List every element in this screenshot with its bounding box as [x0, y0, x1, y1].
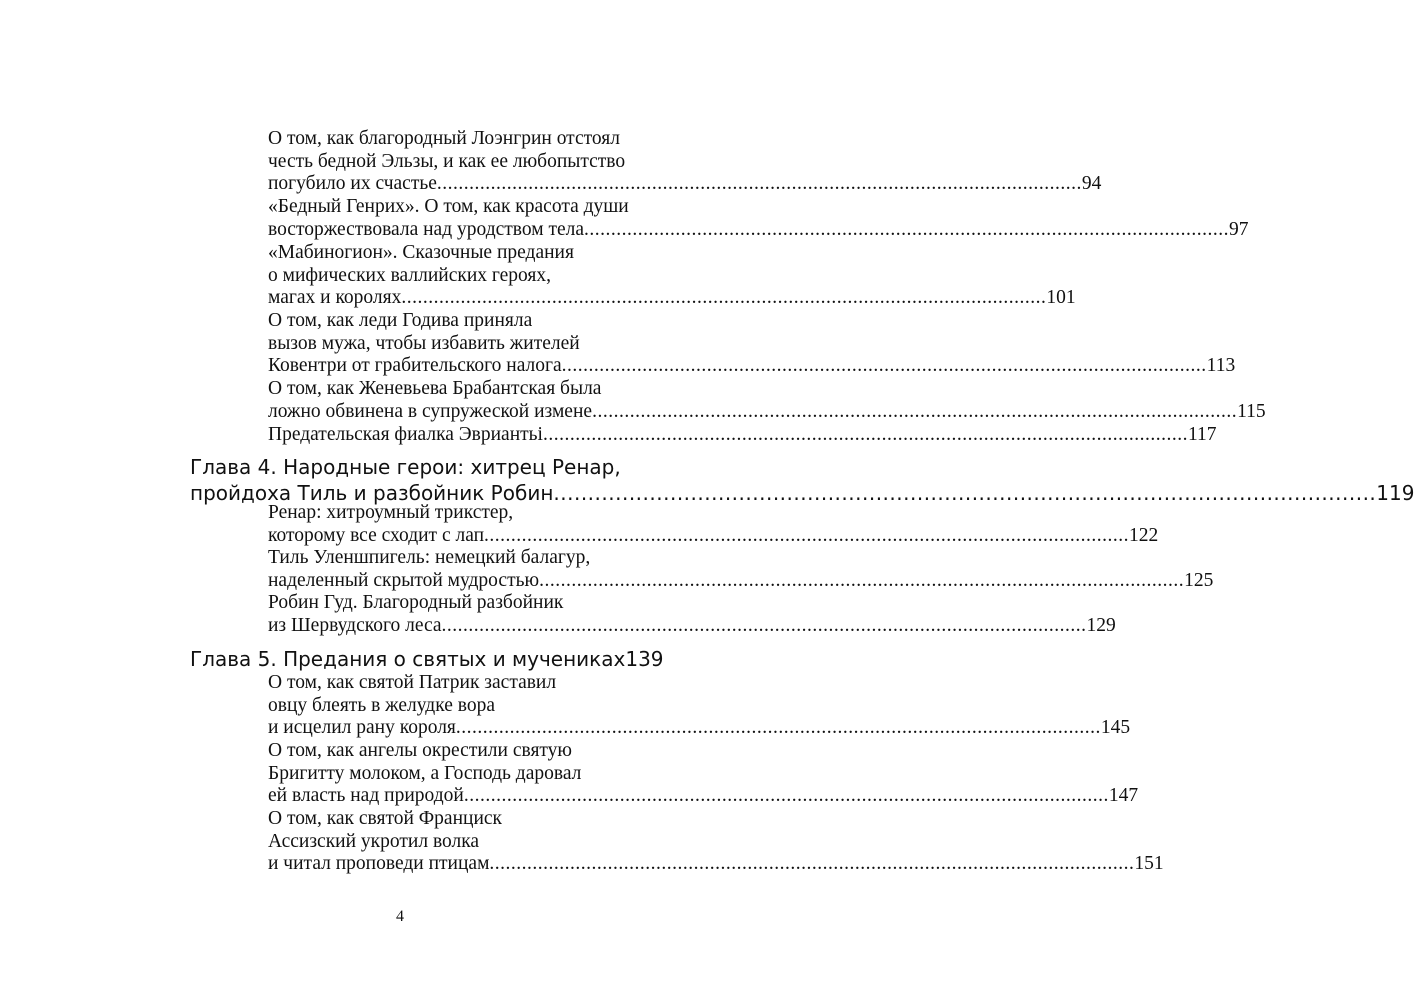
page-number: 101: [1046, 287, 1076, 309]
dot-leader: [437, 173, 1082, 196]
page-number: 119: [1376, 481, 1414, 505]
dot-leader: [592, 401, 1237, 424]
entry-line: овцу блеять в желудке вора: [268, 694, 495, 716]
folio-page-number: 4: [396, 908, 404, 925]
entry-last-line: [268, 355, 1236, 378]
entry-last-line: [268, 287, 1076, 310]
chapter-line: пройдоха Тиль и разбойник Робин: [190, 481, 554, 505]
entry-line: О том, как благородный Лоэнгрин отстоял: [268, 128, 620, 149]
chapter-last-line: [190, 646, 664, 672]
page-number: 145: [1100, 717, 1131, 739]
toc-entry-godiva[interactable]: [268, 310, 1236, 378]
entry-line: Робин Гуд. Благородный разбойник: [268, 592, 564, 613]
chapter-line: Глава 4. Народные герои: хитрец Ренар,: [190, 455, 621, 479]
dot-leader: [489, 853, 1134, 876]
entry-line: магах и королях: [268, 287, 402, 309]
toc-entry-renart[interactable]: [268, 502, 1159, 547]
toc-entry-euryanthe[interactable]: [268, 424, 1217, 447]
entry-line: Предательская фиалка Эвриантьі: [268, 424, 543, 445]
entry-line: Тиль Уленшпигель: немецкий балагур,: [268, 547, 591, 568]
entry-line: «Мабиногион». Сказочные предания: [268, 242, 574, 263]
dot-leader: [584, 219, 1229, 242]
toc-entry-francis[interactable]: [268, 808, 1164, 876]
entry-line: вызов мужа, чтобы избавить жителей: [268, 332, 580, 354]
entry-line: Ассизский укротил волка: [268, 830, 480, 852]
entry-line: О том, как святой Франциск: [268, 808, 503, 829]
entry-line: погубило их счастье: [268, 173, 437, 195]
entry-line: Ковентри от грабительского налога: [268, 355, 562, 377]
page-number: 139: [625, 647, 664, 671]
chapter-line: Глава 5. Предания о святых и мучениках: [190, 647, 626, 671]
page-number: 113: [1206, 355, 1236, 377]
entry-last-line: [268, 524, 1159, 548]
entry-last-line: [268, 717, 1131, 740]
entry-last-line: [268, 569, 1214, 593]
entry-line: О том, как ангелы окрестили святую: [268, 740, 572, 761]
entry-last-line: [268, 173, 1102, 196]
entry-line: восторжествовала над уродством тела: [268, 218, 585, 240]
dot-leader: [484, 525, 1129, 548]
page-number: 122: [1129, 524, 1159, 546]
entry-line: наделенный скрытой мудростью: [268, 569, 540, 591]
dot-leader: [401, 287, 1046, 310]
toc-entry-poor-henry[interactable]: [268, 196, 1249, 241]
page-number: 129: [1086, 614, 1116, 636]
dot-leader: [543, 424, 1188, 447]
dot-leader: [442, 615, 1087, 638]
page-number: 125: [1184, 569, 1214, 591]
page-number: 97: [1229, 218, 1249, 240]
entry-line: О том, как Женевьева Брабантская была: [268, 378, 602, 399]
toc-entry-lohengrin[interactable]: [268, 128, 1102, 196]
page-number: 115: [1237, 400, 1266, 422]
entry-line: честь бедной Эльзы, и как ее любопытство: [268, 150, 626, 172]
entry-last-line: [268, 785, 1139, 808]
entry-line: О том, как святой Патрик заставил: [268, 672, 557, 693]
page-number: 147: [1108, 785, 1139, 807]
toc-entry-patrick[interactable]: [268, 672, 1131, 740]
entry-line: О том, как леди Годива приняла: [268, 310, 533, 331]
toc-entry-robin-hood[interactable]: [268, 592, 1116, 637]
entry-last-line: [268, 853, 1164, 876]
dot-leader: [553, 480, 1376, 506]
entry-line: Бригитту молоком, а Господь даровал: [268, 762, 582, 784]
entry-line: и исцелил рану короля: [268, 717, 456, 739]
toc-entry-mabinogion[interactable]: [268, 242, 1076, 310]
toc-entry-genevieve[interactable]: [268, 378, 1266, 423]
entry-line: Ренар: хитроумный трикстер,: [268, 502, 514, 523]
entry-line: ей власть над природой: [268, 785, 464, 807]
entry-last-line: [268, 614, 1116, 638]
toc-entry-brigid[interactable]: [268, 740, 1139, 808]
dot-leader: [539, 570, 1184, 593]
entry-line: и читал проповеди птицам: [268, 853, 490, 875]
entry-line: которому все сходит с лап: [268, 524, 485, 546]
entry-last-line: [268, 400, 1266, 424]
dot-leader: [562, 355, 1207, 378]
chapter-4-heading[interactable]: [190, 454, 1414, 506]
entry-line: из Шервудского леса: [268, 614, 442, 636]
entry-last-line: [268, 424, 1217, 447]
entry-line: о мифических валлийских героях,: [268, 264, 552, 286]
toc-entry-ulenspiegel[interactable]: [268, 547, 1214, 592]
page-number: 151: [1134, 853, 1164, 875]
page-number: 94: [1081, 173, 1102, 195]
entry-last-line: [268, 218, 1249, 242]
entry-line: «Бедный Генрих». О том, как красота души: [268, 196, 629, 217]
dot-leader: [464, 785, 1109, 808]
chapter-5-heading[interactable]: [190, 646, 664, 672]
dot-leader: [456, 717, 1101, 740]
entry-line: ложно обвинена в супружеской измене: [268, 400, 593, 422]
page-number: 117: [1187, 424, 1217, 445]
